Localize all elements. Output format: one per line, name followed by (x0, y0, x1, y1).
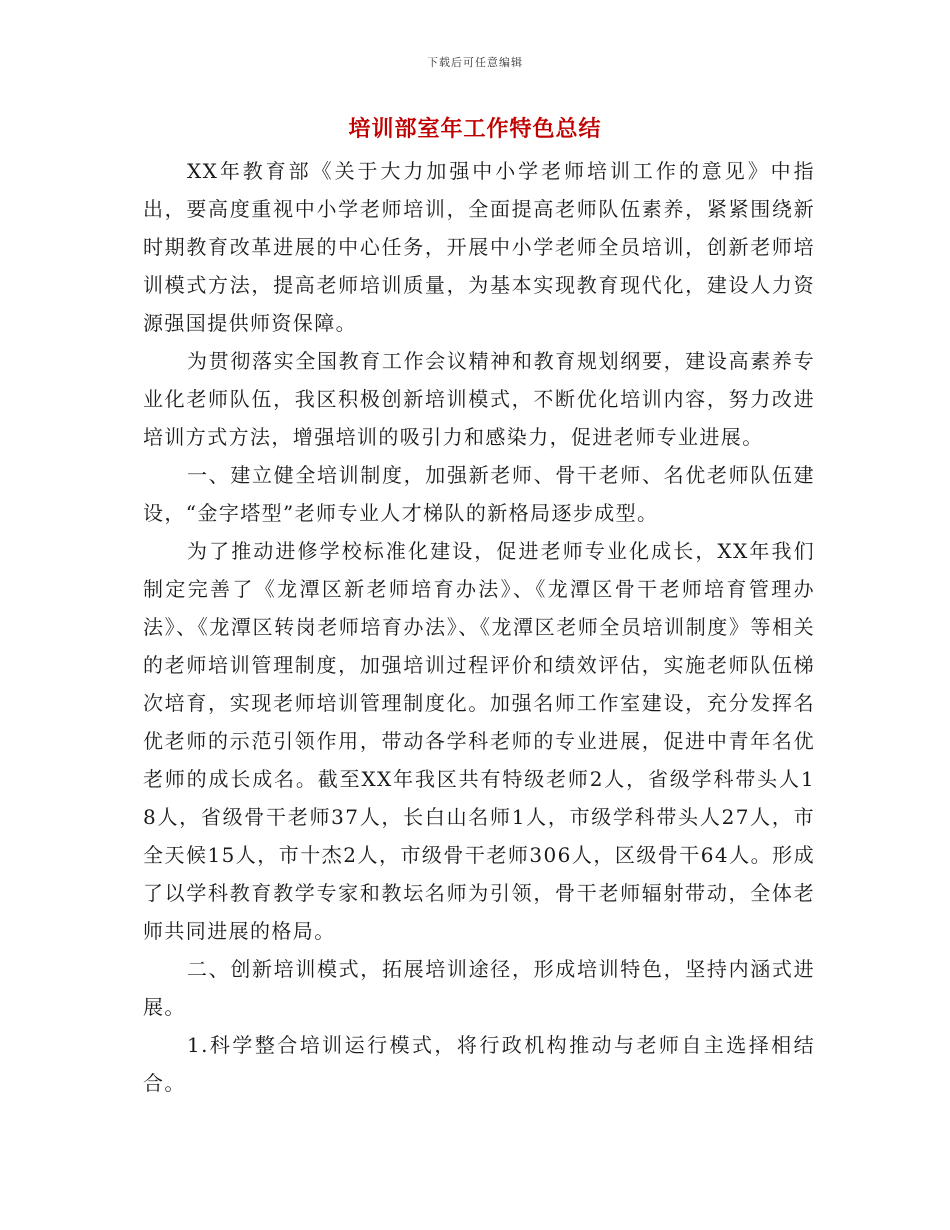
paragraph: XX年教育部《关于大力加强中小学老师培训工作的意见》中指出，要高度重视中小学老师培训，全面提高老师队伍素养，紧紧围绕新时期教育改革进展的中心任务，开展中小学老师全员培训，创新老师培训模式方法，提高老师培训质量，为基本实现教育现代化，建设人力资源强国提供师资保障。 (143, 159, 815, 335)
section-heading-paragraph: 一、建立健全培训制度，加强新老师、骨干老师、名优老师队伍建设，“金字塔型”老师专业人才梯队的新格局逐步成型。 (143, 463, 815, 525)
paragraph: 为了推动进修学校标准化建设，促进老师专业化成长，XX年我们制定完善了《龙潭区新老师培育办法》、《龙潭区骨干老师培育管理办法》、《龙潭区转岗老师培育办法》、《龙潭区老师全员培训制度》等相关的老师培训管理制度，加强培训过程评价和绩效评估，实施老师队伍梯次培育，实现老师培训管理制度化。加强名师工作室建设，充分发挥名优老师的示范引领作用，带动各学科老师的专业进展，促进中青年名优老师的成长成名。截至XX年我区共有特级老师2人，省级学科带头人18人，省级骨干老师37人，长白山名师1人，市级学科带头人27人，市全天候15人，市十杰2人，市级骨干老师306人，区级骨干64人。形成了以学科教育教学专家和教坛名师为引领，骨干老师辐射带动，全体老师共同进展的格局。 (143, 539, 815, 943)
document-body (143, 152, 815, 1102)
page-header-note: 下载后可任意编辑 (427, 56, 523, 69)
document-title: 培训部室年工作特色总结 (348, 116, 602, 142)
section-heading-paragraph: 二、创新培训模式，拓展培训途径，形成培训特色，坚持内涵式进展。 (143, 957, 815, 1019)
paragraph: 为贯彻落实全国教育工作会议精神和教育规划纲要，建设高素养专业化老师队伍，我区积极创新培训模式，不断优化培训内容，努力改进培训方式方法，增强培训的吸引力和感染力，促进老师专业进展。 (143, 349, 815, 449)
list-item-paragraph: 1.科学整合培训运行模式，将行政机构推动与老师自主选择相结合。 (143, 1033, 815, 1095)
